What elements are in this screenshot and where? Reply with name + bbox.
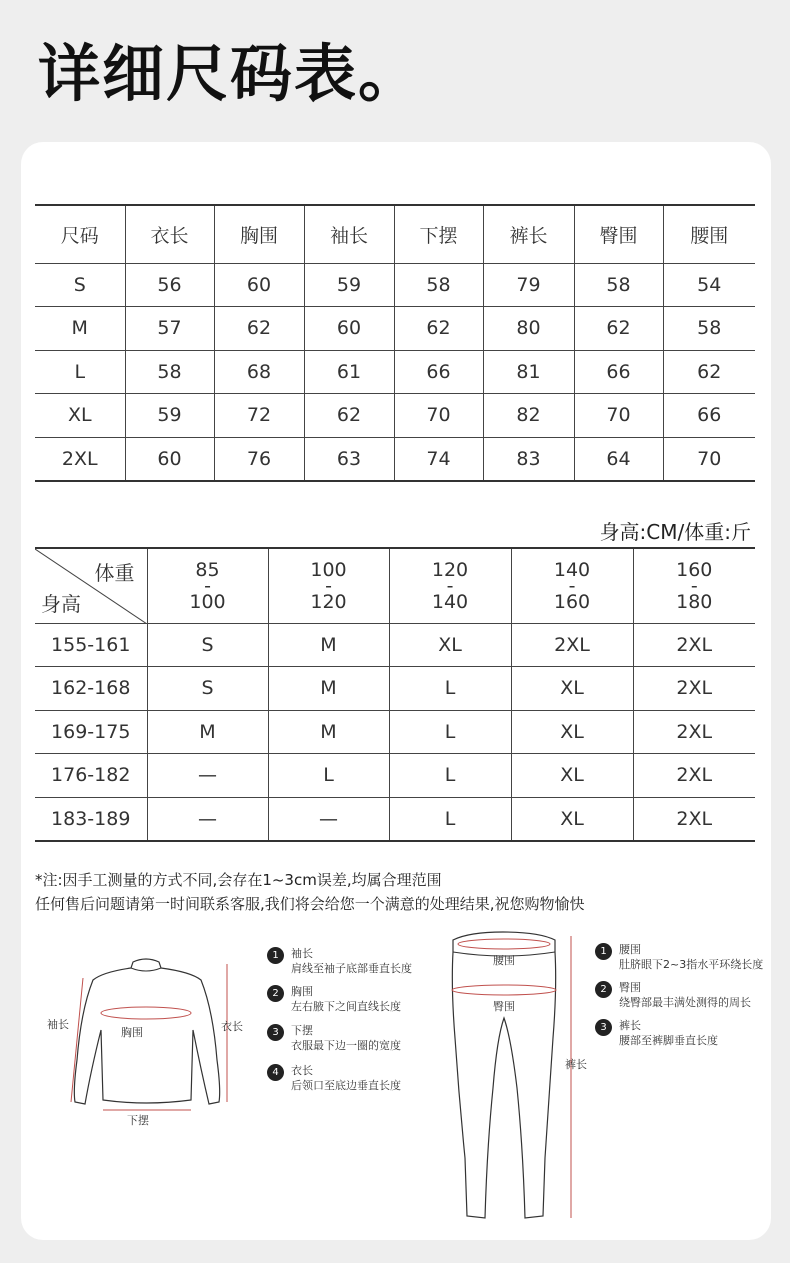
weight-to: 160	[553, 590, 591, 613]
item-name: 裤长	[619, 1019, 641, 1032]
table-cell: 74	[394, 437, 483, 481]
table-cell: 62	[304, 394, 394, 438]
table-cell: 79	[483, 263, 574, 307]
item-number: 1	[267, 947, 284, 964]
height-cell: 162-168	[35, 667, 147, 711]
table-cell: 60	[125, 437, 214, 481]
recommend-table-header	[35, 548, 755, 623]
item-number: 1	[595, 943, 612, 960]
table-cell: 80	[483, 307, 574, 351]
label-chest: 胸围	[121, 1026, 143, 1039]
size-cell: M	[268, 667, 389, 711]
item-desc: 肩线至袖子底部垂直长度	[291, 962, 412, 975]
weight-sep: -	[690, 574, 698, 597]
size-cell: 2XL	[633, 797, 755, 841]
size-cell: L	[389, 797, 511, 841]
table-cell: 83	[483, 437, 574, 481]
table-cell: 70	[394, 394, 483, 438]
weight-to: 120	[310, 590, 347, 613]
table-row	[35, 797, 755, 841]
table-cell: 56	[125, 263, 214, 307]
height-cell: 176-182	[35, 754, 147, 798]
table-cell: 64	[574, 437, 663, 481]
table-cell: M	[35, 307, 125, 351]
corner-weight-label: 体重	[94, 561, 135, 585]
size-cell: M	[147, 710, 268, 754]
top-figure	[41, 950, 251, 1130]
pants-figure	[431, 928, 601, 1228]
height-cell: 169-175	[35, 710, 147, 754]
weight-sep: -	[446, 574, 454, 597]
size-cell: S	[147, 667, 268, 711]
size-cell: XL	[511, 754, 633, 798]
unit-note: 身高:CM/体重:斤	[599, 520, 751, 544]
table-cell: 68	[214, 350, 304, 394]
table-cell: 60	[214, 263, 304, 307]
weight-range-cell	[268, 548, 389, 623]
recommend-table	[35, 547, 755, 842]
top-illustration	[41, 950, 251, 1130]
table-cell: 70	[663, 437, 755, 481]
header-cell: 下摆	[394, 205, 483, 263]
weight-to: 100	[189, 590, 226, 613]
weight-to: 180	[676, 590, 713, 613]
weight-from: 100	[310, 558, 347, 581]
table-cell: 58	[125, 350, 214, 394]
size-cell: 2XL	[633, 710, 755, 754]
item-number: 4	[267, 1064, 284, 1081]
label-hem: 下摆	[127, 1114, 149, 1127]
item-desc: 肚脐眼下2~3指水平环绕长度	[619, 958, 764, 971]
label-hip: 臀围	[493, 1000, 515, 1013]
table-row	[35, 667, 755, 711]
weight-range-cell	[389, 548, 511, 623]
table-cell: 62	[394, 307, 483, 351]
item-name: 胸围	[291, 985, 313, 998]
item-number: 2	[595, 981, 612, 998]
size-cell: XL	[511, 710, 633, 754]
table-cell: 66	[574, 350, 663, 394]
table-cell: 54	[663, 263, 755, 307]
label-sleeve: 袖长	[47, 1018, 69, 1031]
item-name: 衣长	[291, 1064, 313, 1077]
table-cell: S	[35, 263, 125, 307]
weight-range-cell	[511, 548, 633, 623]
table-cell: 66	[663, 394, 755, 438]
size-cell: L	[389, 754, 511, 798]
table-cell: 58	[663, 307, 755, 351]
label-pants-length: 裤长	[565, 1058, 587, 1071]
table-row	[35, 710, 755, 754]
weight-from: 140	[553, 558, 591, 581]
table-row	[35, 437, 755, 481]
header-cell: 袖长	[304, 205, 394, 263]
header-cell: 臀围	[574, 205, 663, 263]
item-name: 腰围	[619, 943, 641, 956]
size-cell: —	[147, 754, 268, 798]
weight-from: 85	[195, 558, 220, 581]
table-row	[35, 263, 755, 307]
item-name: 袖长	[291, 947, 313, 960]
weight-sep: -	[568, 574, 576, 597]
top-measure-list	[267, 946, 437, 1106]
table-cell: 70	[574, 394, 663, 438]
size-cell: XL	[389, 623, 511, 667]
pants-illustration	[431, 928, 601, 1228]
size-cell: L	[268, 754, 389, 798]
table-cell: 57	[125, 307, 214, 351]
table-cell: 81	[483, 350, 574, 394]
table-cell: 66	[394, 350, 483, 394]
height-cell: 155-161	[35, 623, 147, 667]
note-line: *注:因手工测量的方式不同,会存在1~3cm误差,均属合理范围	[35, 871, 442, 889]
size-cell: —	[268, 797, 389, 841]
table-cell: 76	[214, 437, 304, 481]
item-name: 臀围	[619, 981, 641, 994]
table-cell: 59	[125, 394, 214, 438]
table-cell: 82	[483, 394, 574, 438]
label-waist: 腰围	[493, 954, 515, 967]
corner-height-label: 身高	[41, 591, 81, 616]
weight-sep: -	[325, 574, 332, 597]
item-number: 2	[267, 985, 284, 1002]
table-cell: 62	[663, 350, 755, 394]
item-desc: 衣服最下边一圈的宽度	[291, 1039, 401, 1052]
notes	[35, 868, 585, 916]
table-cell: 59	[304, 263, 394, 307]
item-name: 下摆	[291, 1024, 313, 1037]
size-cell: 2XL	[633, 667, 755, 711]
size-cell: M	[268, 710, 389, 754]
size-cell: 2XL	[633, 623, 755, 667]
header-cell: 尺码	[35, 205, 125, 263]
table-cell: L	[35, 350, 125, 394]
size-chart-card	[21, 142, 771, 1240]
weight-range-cell	[633, 548, 755, 623]
weight-sep: -	[204, 574, 211, 597]
size-table-header	[35, 205, 755, 263]
size-cell: L	[389, 710, 511, 754]
page-title: 详细尺码表。	[38, 37, 423, 110]
table-cell: 62	[214, 307, 304, 351]
table-cell: 2XL	[61, 447, 98, 470]
weight-range-cell	[147, 548, 268, 623]
corner-cell	[35, 548, 147, 623]
size-cell: —	[147, 797, 268, 841]
height-cell: 183-189	[51, 807, 131, 830]
item-desc: 左右腋下之间直线长度	[291, 1000, 401, 1013]
item-desc: 后领口至底边垂直长度	[291, 1079, 401, 1092]
size-table	[35, 204, 755, 482]
table-row	[35, 307, 755, 351]
table-cell: 61	[304, 350, 394, 394]
table-row	[35, 394, 755, 438]
table-cell: 72	[214, 394, 304, 438]
header-cell: 腰围	[663, 205, 755, 263]
size-cell: XL	[511, 667, 633, 711]
header-cell: 衣长	[125, 205, 214, 263]
size-cell: 2XL	[633, 754, 755, 798]
size-cell: M	[268, 623, 389, 667]
size-cell: 2XL	[511, 623, 633, 667]
table-cell: 58	[394, 263, 483, 307]
pants-measure-list	[595, 942, 771, 1062]
weight-from: 160	[676, 558, 713, 581]
item-desc: 绕臀部最丰满处测得的周长	[619, 996, 751, 1009]
weight-to: 140	[431, 590, 469, 613]
header-cell: 裤长	[483, 205, 574, 263]
table-cell: 63	[304, 437, 394, 481]
table-cell: 60	[304, 307, 394, 351]
item-desc: 腰部至裤脚垂直长度	[619, 1034, 718, 1047]
table-row	[35, 350, 755, 394]
table-cell: 58	[574, 263, 663, 307]
table-cell: XL	[35, 394, 125, 438]
item-number: 3	[595, 1019, 612, 1036]
table-row	[35, 623, 755, 667]
size-cell: L	[389, 667, 511, 711]
note-line: 任何售后问题请第一时间联系客服,我们将会给您一个满意的处理结果,祝您购物愉快	[35, 895, 585, 913]
weight-from: 120	[431, 558, 469, 581]
table-row	[35, 754, 755, 798]
size-cell: XL	[511, 797, 633, 841]
item-number: 3	[267, 1024, 284, 1041]
label-length: 衣长	[221, 1020, 243, 1033]
table-cell: 62	[574, 307, 663, 351]
header-cell: 胸围	[214, 205, 304, 263]
size-cell: S	[147, 623, 268, 667]
